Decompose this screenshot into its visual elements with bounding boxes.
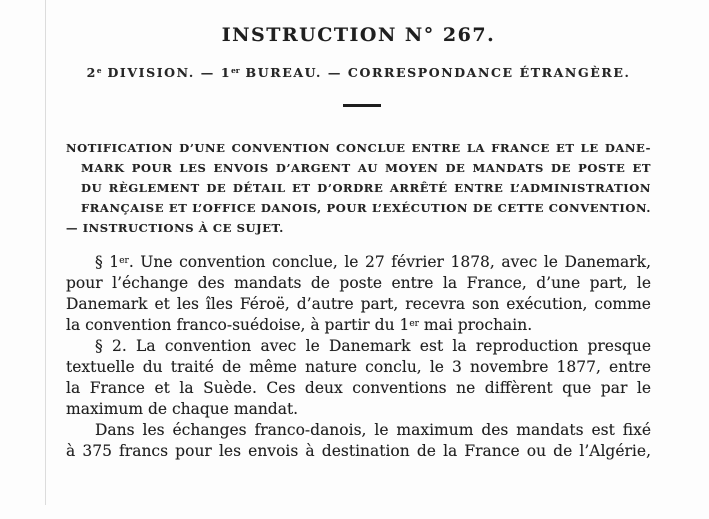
text-line: à 375 francs pour les envois à destination de la France ou de l’Algérie, <box>66 442 651 460</box>
text-line: Dans les échanges franco-danois, le maximum des mandats est fixé <box>95 421 651 439</box>
body-text <box>66 252 651 462</box>
text-line: la convention franco-suédoise, à partir du 1er mai prochain. <box>66 316 533 334</box>
document-subtitle <box>66 63 651 83</box>
text-line: maximum de chaque mandat. <box>66 400 299 418</box>
text-line: 2e DIVISION. — 1er BUREAU. — CORRESPONDANCE ÉTRANGÈRE. <box>86 65 631 80</box>
text-line: NOTIFICATION D’UNE CONVENTION CONCLUE ENTRE LA FRANCE ET LE DANE- <box>66 141 651 155</box>
text-line: la France et la Suède. Ces deux conventions ne diffèrent que par le <box>66 379 651 397</box>
text-line: MARK POUR LES ENVOIS D’ARGENT AU MOYEN DE MANDATS DE POSTE ET <box>81 161 651 175</box>
text-line: pour l’échange des mandats de poste entre la France, d’une part, le <box>66 274 651 292</box>
text-line: Danemark et les îles Féroë, d’autre part, recevra son exécution, comme <box>66 295 651 313</box>
text-line: — INSTRUCTIONS À CE SUJET. <box>66 221 284 235</box>
notice-block <box>66 138 651 238</box>
scan-artifact-line <box>45 0 46 505</box>
text-line: DU RÈGLEMENT DE DÉTAIL ET D’ORDRE ARRÊTÉ ENTRE L’ADMINISTRATION <box>81 181 651 195</box>
text-line: FRANÇAISE ET L’OFFICE DANOIS, POUR L’EXÉCUTION DE CETTE CONVENTION. <box>81 201 651 215</box>
section-divider <box>343 104 381 107</box>
text-line: § 1er. Une convention conclue, le 27 février 1878, avec le Danemark, <box>95 253 652 271</box>
text-line: § 2. La convention avec le Danemark est la reproduction presque <box>95 337 651 355</box>
text-line: textuelle du traité de même nature conclu, le 3 novembre 1877, entre <box>66 358 651 376</box>
document-title: INSTRUCTION N° 267. <box>221 24 496 46</box>
